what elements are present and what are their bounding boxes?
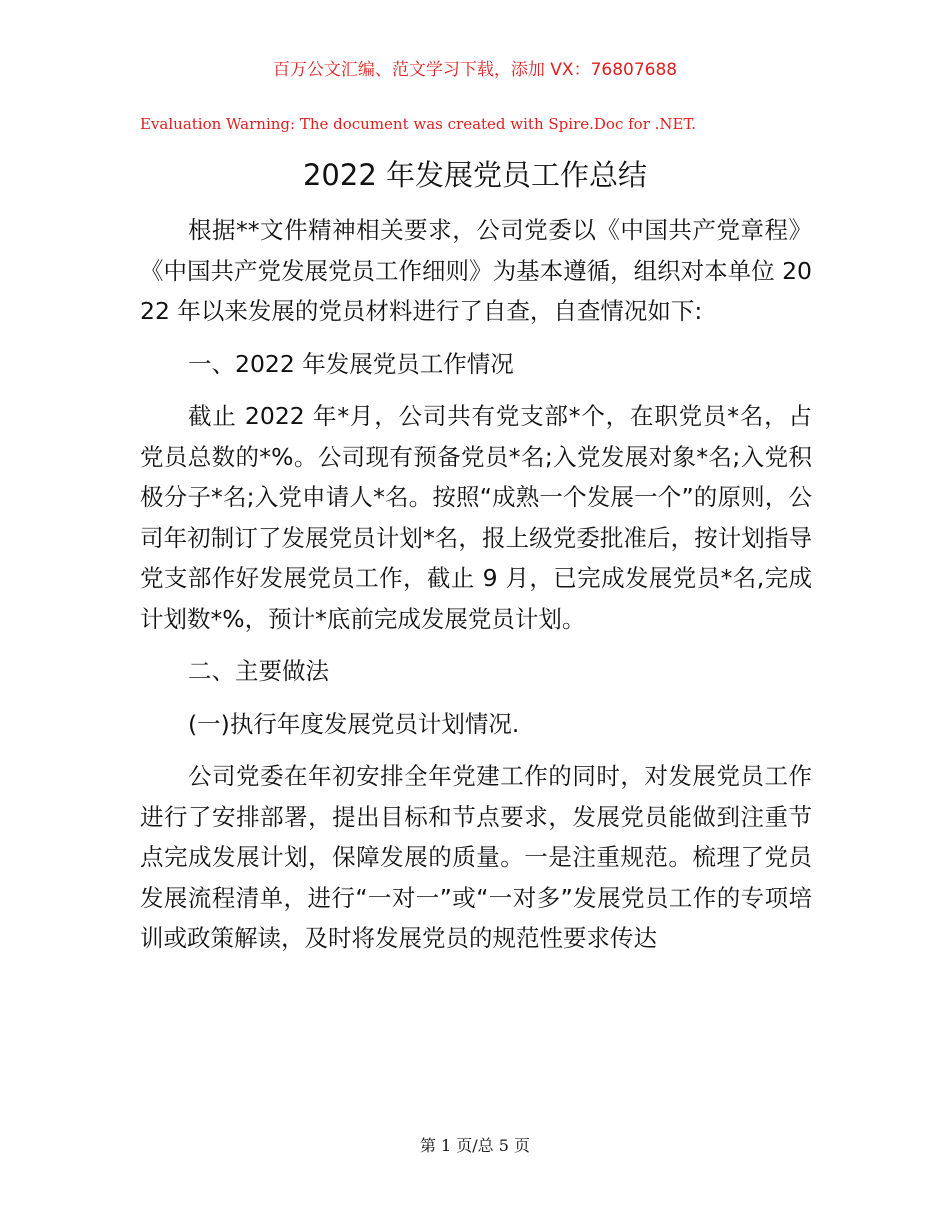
page-number-footer: 第 1 页/总 5 页 bbox=[419, 1136, 531, 1155]
section-heading-2: 二、主要做法 bbox=[188, 657, 329, 685]
status-paragraph: 截止 2022 年*月，公司共有党支部*个，在职党员*名，占党员总数的*%。公司现有预备党员*名;入党发展对象*名;入党积极分子*名;入党申请人*名。按照“成熟一个发展一个”的原则，公司年初制订了发展党员计划*名，报上级党委批准后，按计划指导党支部作好发展党员工作，截止 9 月，已完成发展党员*名,完成计划数*%，预计*底前完成发展党员计划。 bbox=[140, 402, 812, 633]
intro-paragraph: 根据**文件精神相关要求，公司党委以《中国共产党章程》《中国共产党发展党员工作细则》为基本遵循，组织对本单位 2022 年以来发展的党员材料进行了自查，自查情况如下: bbox=[140, 216, 812, 325]
section-heading-1: 一、2022 年发展党员工作情况 bbox=[188, 349, 514, 378]
promo-header: 百万公文汇编、范文学习下载，添加 VX：76807688 bbox=[272, 60, 678, 80]
document-title: 2022 年发展党员工作总结 bbox=[302, 158, 648, 192]
evaluation-warning: Evaluation Warning: The document was created with Spire.Doc for .NET. bbox=[140, 115, 697, 133]
document-body bbox=[140, 210, 812, 971]
practice-paragraph: 公司党委在年初安排全年党建工作的同时，对发展党员工作进行了安排部署，提出目标和节点要求，发展党员能做到注重节点完成发展计划，保障发展的质量。一是注重规范。梳理了党员发展流程清单，进行“一对一”或“一对多”发展党员工作的专项培训或政策解读，及时将发展党员的规范性要求传达 bbox=[140, 762, 812, 952]
subsection-heading-1: (一)执行年度发展党员计划情况. bbox=[188, 709, 520, 738]
